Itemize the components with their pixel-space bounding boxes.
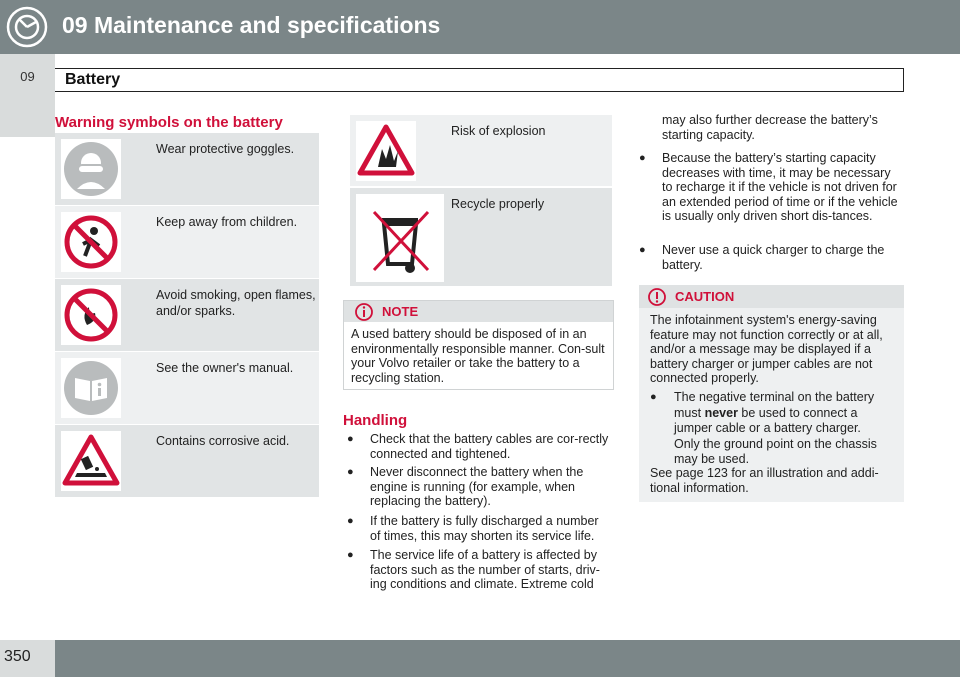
- keep-away-children-icon: [61, 212, 121, 272]
- bullet-dot: ●: [347, 515, 354, 527]
- symbol-row-children: [55, 206, 319, 278]
- bullet-dot: ●: [650, 391, 657, 403]
- symbol-row-recycle: [350, 188, 612, 286]
- caution-box: [639, 285, 904, 502]
- no-smoking-icon: [61, 285, 121, 345]
- gear-icon: [0, 0, 54, 54]
- info-icon: [354, 302, 374, 322]
- symbol-label: See the owner's manual.: [156, 361, 294, 375]
- symbol-label: Keep away from children.: [156, 215, 298, 229]
- bullet-dot: ●: [639, 152, 646, 164]
- bullet-dot: ●: [639, 244, 646, 256]
- corrosive-acid-icon: [61, 431, 121, 491]
- symbol-label: Recycle properly: [451, 197, 545, 211]
- chapter-number: 09: [20, 69, 35, 84]
- page-number: 350: [4, 648, 31, 665]
- bullet-dot: ●: [347, 549, 354, 561]
- recycle-bin-icon: [356, 194, 444, 282]
- manual-icon: [61, 358, 121, 418]
- symbol-row-goggles: [55, 133, 319, 205]
- symbol-row-smoking: [55, 279, 319, 351]
- symbol-row-manual: [55, 352, 319, 424]
- caution-header: [639, 285, 904, 308]
- bullet-dot: ●: [347, 433, 354, 445]
- caution-footer: See page 123 for an illustration and addi-tional information.: [650, 466, 879, 495]
- chapter-side-tab: [0, 54, 55, 137]
- chapter-title: 09 Maintenance and specifications: [62, 12, 441, 38]
- caution-text: The infotainment system's energy-saving feature may not function correctly or at all, and/or a message may be displayed if a battery charger or jumper cables are not connected properly.: [650, 313, 883, 385]
- explosion-icon: [356, 121, 416, 181]
- handling-continued: may also further decrease the battery’s starting capacity.: [662, 113, 878, 142]
- symbol-row-acid: [55, 425, 319, 497]
- handling-heading: Handling: [343, 412, 408, 429]
- note-box: [343, 300, 614, 390]
- warning-symbols-heading: Warning symbols on the battery: [55, 114, 283, 131]
- caution-bullet: The negative terminal on the battery must never be used to connect a jumper cable or a battery charger. Only the ground point on the chassis may be used.: [674, 390, 877, 466]
- bullet-dot: ●: [347, 466, 354, 478]
- caution-label: CAUTION: [675, 289, 735, 304]
- symbol-row-explosion: [350, 115, 612, 186]
- symbol-label: Risk of explosion: [451, 124, 546, 138]
- section-title: Battery: [65, 71, 121, 88]
- symbol-label: Wear protective goggles.: [156, 142, 295, 156]
- page-footer: [0, 640, 960, 677]
- goggles-icon: [61, 139, 121, 199]
- section-title-bar: [55, 68, 904, 92]
- symbol-label: Contains corrosive acid.: [156, 434, 290, 448]
- note-text: A used battery should be disposed of in an environmentally responsible manner. Con-sult your Volvo retailer or take the battery to a recycling station.: [351, 327, 605, 385]
- symbol-label: Avoid smoking, open flames, and/or sparks.: [156, 288, 316, 318]
- note-label: NOTE: [382, 304, 419, 319]
- note-header: [344, 301, 613, 322]
- caution-icon: [647, 287, 667, 307]
